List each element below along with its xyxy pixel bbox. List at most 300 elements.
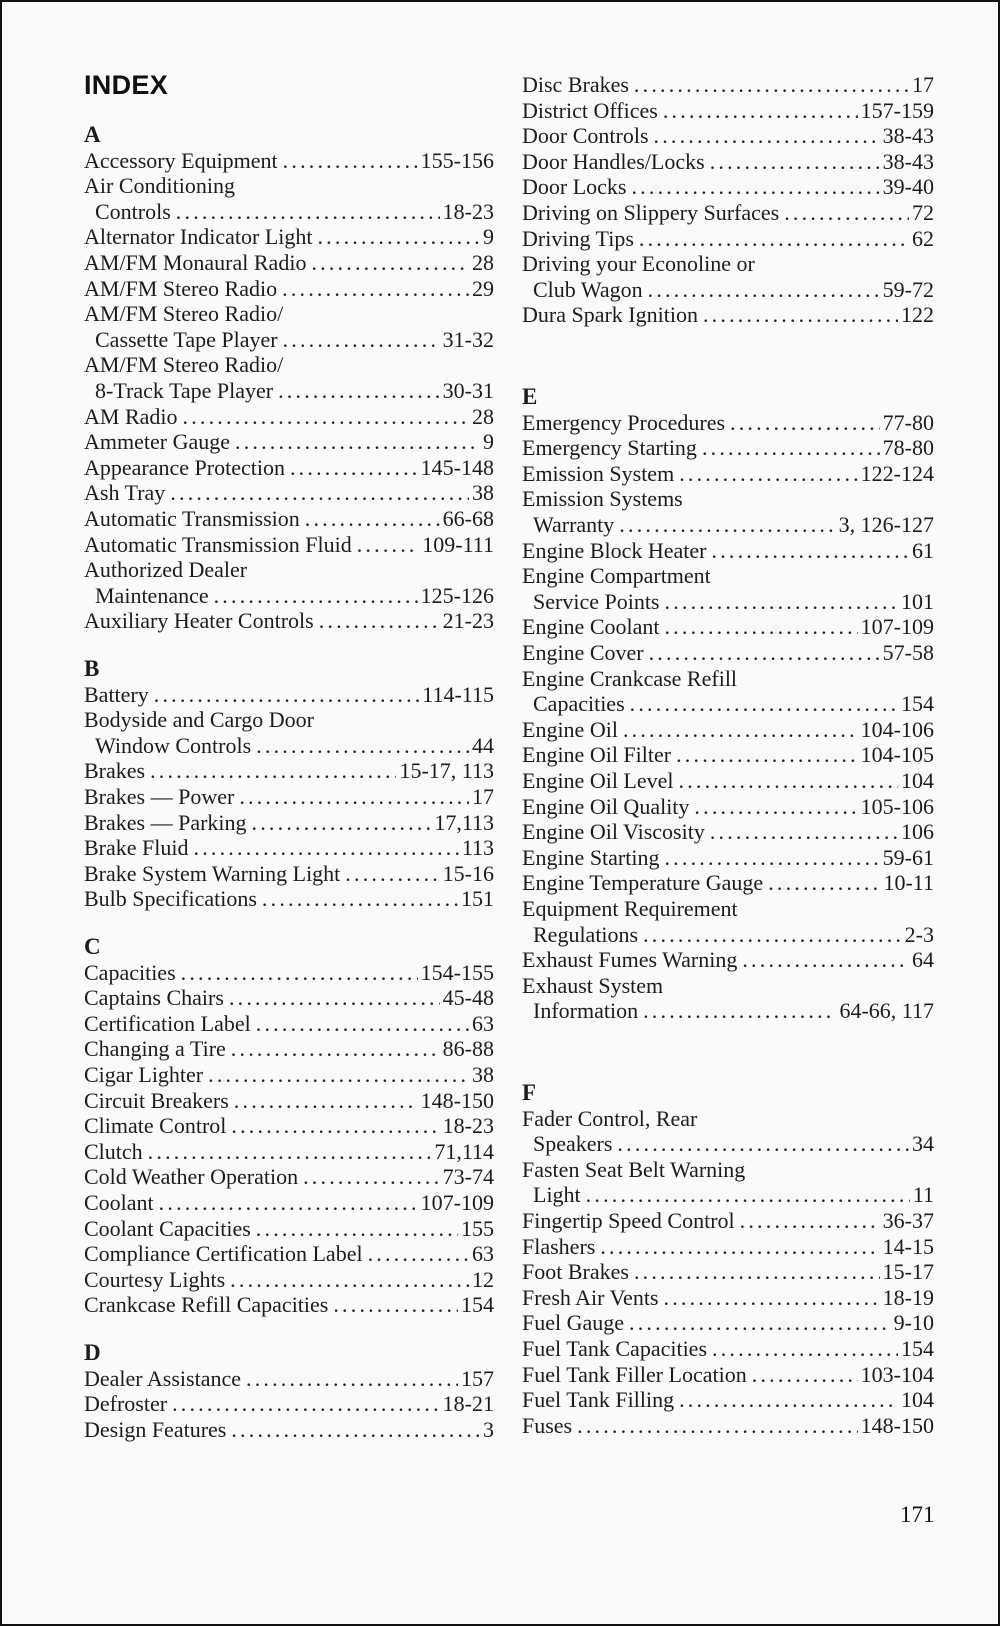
index-entry [522, 1259, 934, 1285]
entry-label: Window Controls [95, 732, 252, 758]
dot-leader [679, 1387, 898, 1413]
index-entry [522, 1387, 934, 1413]
dot-leader [208, 1062, 469, 1088]
entry-page-ref: 154 [901, 1336, 934, 1361]
entry-label: Engine Cover [522, 640, 644, 665]
index-entry [533, 1182, 934, 1208]
entry-label: Certification Label [84, 1010, 251, 1036]
index-entry [522, 870, 934, 896]
dot-leader [319, 608, 440, 634]
dot-leader [172, 1391, 440, 1417]
dot-leader [784, 200, 909, 226]
index-entry [522, 1285, 934, 1311]
index-entry [84, 455, 494, 481]
index-entry [522, 435, 934, 461]
index-entry [84, 960, 494, 986]
dot-leader [262, 886, 458, 912]
index-entry [84, 1391, 494, 1417]
index-entry [84, 250, 494, 276]
entry-label: Club Wagon [533, 276, 643, 302]
dot-leader [368, 1241, 469, 1267]
dot-leader [357, 532, 420, 558]
dot-leader [194, 835, 459, 861]
index-entry-heading: Equipment Requirement [522, 896, 738, 921]
entry-label: Engine Coolant [522, 614, 660, 640]
entry-page-ref: 15-17, 113 [399, 758, 494, 784]
entry-page-ref: 66-68 [442, 506, 494, 531]
index-entry [522, 226, 934, 252]
entry-label: Fingertip Speed Control [522, 1208, 735, 1233]
entry-page-ref: 114-115 [422, 681, 494, 707]
index-entry [522, 1208, 934, 1234]
entry-label: Regulations [533, 921, 639, 947]
entry-label: Engine Oil Filter [522, 742, 672, 768]
entry-page-ref: 39-40 [882, 174, 934, 200]
dot-leader [333, 1292, 458, 1318]
entry-page-ref: 77-80 [882, 409, 934, 435]
index-entry [84, 861, 494, 887]
entry-page-ref: 63 [472, 1241, 494, 1267]
dot-leader [231, 1113, 439, 1139]
index-entry-heading: Authorized Dealer [84, 557, 248, 583]
entry-page-ref: 151 [461, 886, 494, 912]
index-entry [84, 429, 494, 455]
entry-page-ref: 18-23 [442, 1113, 494, 1139]
index-entry [95, 199, 494, 225]
dot-leader [617, 1131, 909, 1157]
dot-leader [234, 1088, 418, 1114]
entry-label: AM/FM Stereo Radio [84, 275, 278, 301]
dot-leader [712, 1336, 898, 1362]
index-entry [533, 922, 934, 948]
dot-leader [256, 1216, 458, 1242]
index-entry [84, 1011, 494, 1037]
entry-page-ref: 109-111 [422, 531, 494, 557]
index-entry [84, 1267, 494, 1293]
index-entry [84, 1113, 494, 1139]
index-entry [84, 985, 494, 1011]
dot-leader [712, 538, 910, 564]
index-entry [522, 1310, 934, 1336]
index-entry [533, 589, 934, 615]
index-entry-heading: Air Conditioning [84, 173, 235, 199]
dot-leader [577, 1413, 858, 1439]
index-entry [522, 614, 934, 640]
dot-leader [740, 1208, 880, 1234]
entry-label: Accessory Equipment [84, 147, 278, 173]
section-letter: C [84, 934, 101, 959]
dot-leader [694, 794, 857, 820]
entry-page-ref: 107-109 [860, 614, 934, 640]
index-entry [84, 1036, 494, 1062]
dot-leader [256, 733, 469, 759]
entry-page-ref: 113 [461, 835, 494, 861]
dot-leader [181, 960, 418, 986]
entry-label: Defroster [84, 1391, 168, 1417]
index-entry-heading: Fasten Seat Belt Warning [522, 1156, 746, 1182]
index-entry [84, 1366, 494, 1392]
dot-leader [154, 682, 420, 708]
entry-page-ref: 63 [472, 1010, 494, 1036]
entry-page-ref: 9 [483, 224, 494, 250]
entry-label: Battery [84, 681, 149, 707]
entry-page-ref: 3 [483, 1416, 494, 1442]
dot-leader [702, 435, 880, 461]
dot-leader [150, 758, 396, 784]
entry-label: Changing a Tire [84, 1036, 226, 1062]
dot-leader [170, 480, 469, 506]
entry-page-ref: 18-23 [442, 198, 494, 224]
dot-leader [664, 614, 857, 640]
entry-label: Fuel Tank Capacities [522, 1336, 708, 1361]
entry-page-ref: 9 [483, 429, 494, 455]
entry-label: Engine Oil [522, 716, 618, 742]
dot-leader [305, 506, 440, 532]
entry-page-ref: 28 [472, 250, 494, 275]
index-entry [522, 845, 934, 871]
dot-leader [634, 72, 909, 98]
dot-leader [634, 1259, 880, 1285]
entry-label: Fresh Air Vents [522, 1284, 659, 1310]
page-title: INDEX [84, 70, 169, 100]
entry-page-ref: 18-21 [442, 1391, 494, 1417]
dot-leader [710, 819, 898, 845]
index-entry [84, 532, 494, 558]
index-entry-heading: Fader Control, Rear [522, 1105, 698, 1131]
index-entry [533, 277, 934, 303]
index-entry [533, 1131, 934, 1157]
dot-leader [148, 1139, 432, 1165]
dot-leader [311, 250, 469, 276]
index-entry [522, 640, 934, 666]
dot-leader [283, 327, 440, 353]
dot-leader [630, 691, 898, 717]
entry-page-ref: 103-104 [860, 1361, 934, 1387]
entry-label: Door Locks [522, 174, 627, 200]
entry-page-ref: 61 [912, 537, 934, 563]
entry-page-ref: 72 [912, 200, 934, 225]
entry-label: Information [533, 998, 639, 1024]
index-entry [84, 758, 494, 784]
entry-label: Ash Tray [84, 480, 166, 506]
index-entry [84, 810, 494, 836]
index-entry [84, 224, 494, 250]
dot-leader [643, 998, 836, 1024]
index-entry [522, 717, 934, 743]
entry-label: Courtesy Lights [84, 1266, 226, 1292]
dot-leader [600, 1234, 879, 1260]
dot-leader [676, 742, 858, 768]
entry-label: Controls [95, 198, 171, 224]
entry-page-ref: 18-19 [882, 1284, 934, 1310]
entry-page-ref: 34 [912, 1131, 934, 1157]
entry-label: Clutch [84, 1138, 143, 1164]
entry-label: Warranty [533, 512, 615, 537]
entry-label: Circuit Breakers [84, 1087, 229, 1113]
entry-label: Engine Oil Viscosity [522, 819, 705, 845]
entry-label: Emergency Procedures [522, 409, 726, 435]
entry-label: Service Points [533, 588, 660, 614]
index-entry-heading: AM/FM Stereo Radio/ [84, 352, 284, 378]
entry-page-ref: 36-37 [882, 1208, 934, 1233]
entry-page-ref: 101 [901, 588, 934, 614]
section-letter: A [84, 122, 101, 147]
dot-leader [176, 199, 440, 225]
dot-leader [283, 148, 418, 174]
index-entry [522, 819, 934, 845]
entry-page-ref: 10-11 [883, 870, 934, 896]
entry-page-ref: 145-148 [420, 454, 494, 480]
entry-label: Coolant [84, 1190, 154, 1215]
index-entry [84, 1164, 494, 1190]
entry-page-ref: 154-155 [420, 959, 494, 985]
section-letter: D [84, 1340, 101, 1365]
section-letter: B [84, 656, 100, 681]
index-entry [522, 1362, 934, 1388]
index-entry [84, 1088, 494, 1114]
index-entry-heading: Engine Compartment [522, 563, 711, 589]
dot-leader [703, 302, 898, 328]
index-entry [522, 947, 934, 973]
entry-label: Auxiliary Heater Controls [84, 608, 314, 634]
index-entry [95, 733, 494, 759]
dot-leader [710, 149, 880, 175]
index-entry [533, 691, 934, 717]
index-entry-heading: Engine Crankcase Refill [522, 665, 738, 691]
entry-page-ref: 104 [901, 768, 934, 793]
entry-page-ref: 59-72 [882, 276, 934, 302]
dot-leader [586, 1182, 910, 1208]
entry-page-ref: 64 [912, 947, 934, 973]
entry-label: Engine Oil Quality [522, 793, 690, 819]
dot-leader [183, 404, 470, 430]
dot-leader [619, 512, 835, 538]
entry-page-ref: 38-43 [882, 123, 934, 149]
dot-leader [239, 784, 469, 810]
entry-page-ref: 28 [472, 403, 494, 429]
entry-label: Bulb Specifications [84, 886, 257, 912]
entry-label: Cigar Lighter [84, 1062, 204, 1087]
dot-leader [246, 1366, 458, 1392]
dot-leader [629, 1310, 891, 1336]
index-entry [533, 512, 934, 538]
dot-leader [663, 98, 858, 124]
dot-leader [752, 1362, 858, 1388]
entry-page-ref: 59-61 [882, 844, 934, 870]
entry-label: Appearance Protection [84, 454, 285, 480]
entry-label: Capacities [533, 691, 625, 717]
index-entry [84, 276, 494, 302]
index-entry [84, 506, 494, 532]
index-entry [84, 682, 494, 708]
index-entry [522, 149, 934, 175]
entry-page-ref: 104-105 [860, 742, 934, 768]
section-letter: F [522, 1080, 537, 1105]
entry-label: Disc Brakes [522, 72, 629, 97]
entry-label: Engine Oil Level [522, 768, 674, 793]
entry-page-ref: 17 [472, 784, 494, 809]
entry-label: Maintenance [95, 582, 209, 608]
entry-page-ref: 21-23 [442, 608, 494, 634]
entry-label: Fuel Tank Filling [522, 1387, 675, 1413]
entry-page-ref: 15-16 [442, 860, 494, 886]
index-entry-heading: Bodyside and Cargo Door [84, 707, 314, 733]
dot-leader [345, 861, 439, 887]
entry-page-ref: 106 [901, 819, 934, 845]
entry-label: Brakes [84, 758, 146, 784]
dot-leader [317, 224, 480, 250]
index-entry [84, 886, 494, 912]
index-entry [522, 123, 934, 149]
entry-page-ref: 45-48 [442, 985, 494, 1011]
entry-label: Captains Chairs [84, 985, 224, 1011]
dot-leader [231, 1417, 480, 1443]
entry-label: Door Controls [522, 123, 649, 149]
entry-label: Brake Fluid [84, 835, 189, 861]
entry-label: Crankcase Refill Capacities [84, 1292, 329, 1318]
entry-page-ref: 12 [472, 1266, 494, 1292]
index-entry [533, 998, 934, 1024]
entry-label: AM/FM Monaural Radio [84, 250, 307, 275]
entry-page-ref: 107-109 [420, 1190, 494, 1215]
index-entry [522, 1234, 934, 1260]
dot-leader [282, 276, 469, 302]
index-entry [95, 583, 494, 609]
entry-label: Engine Temperature Gauge [522, 870, 764, 896]
index-entry [84, 1190, 494, 1216]
dot-leader [631, 174, 879, 200]
entry-label: Cassette Tape Player [95, 326, 278, 352]
entry-page-ref: 44 [472, 732, 494, 758]
index-entry-heading: Exhaust System [522, 972, 664, 998]
entry-label: Compliance Certification Label [84, 1241, 363, 1267]
dot-leader [159, 1190, 418, 1216]
entry-label: Dealer Assistance [84, 1365, 241, 1391]
entry-page-ref: 157 [461, 1365, 494, 1391]
dot-leader [229, 985, 440, 1011]
entry-label: Brake System Warning Light [84, 860, 341, 886]
entry-page-ref: 73-74 [442, 1164, 494, 1190]
index-entry [522, 794, 934, 820]
dot-leader [278, 378, 440, 404]
index-entry [522, 174, 934, 200]
entry-page-ref: 157-159 [860, 97, 934, 123]
dot-leader [665, 589, 899, 615]
entry-label: Emergency Starting [522, 435, 697, 461]
index-entry [84, 148, 494, 174]
entry-page-ref: 11 [912, 1182, 934, 1208]
entry-label: 8-Track Tape Player [95, 378, 274, 403]
entry-label: Fuses [522, 1412, 573, 1438]
entry-label: Driving on Slippery Surfaces [522, 200, 780, 225]
entry-page-ref: 122-124 [860, 460, 934, 486]
dot-leader [290, 455, 418, 481]
index-entry [522, 410, 934, 436]
entry-label: Automatic Transmission Fluid [84, 531, 352, 557]
page-number: 171 [900, 1502, 935, 1527]
entry-page-ref: 9-10 [893, 1310, 934, 1336]
dot-leader [623, 717, 858, 743]
entry-page-ref: 122 [901, 302, 934, 328]
dot-leader [649, 640, 880, 666]
dot-leader [742, 947, 909, 973]
index-entry [84, 1216, 494, 1242]
entry-label: Exhaust Fumes Warning [522, 947, 738, 973]
entry-label: Automatic Transmission [84, 506, 300, 531]
entry-label: Dura Spark Ignition [522, 302, 698, 328]
dot-leader [679, 461, 857, 487]
index-entry [95, 378, 494, 404]
index-entry [522, 768, 934, 794]
index-entry [522, 98, 934, 124]
entry-page-ref: 14-15 [882, 1233, 934, 1259]
entry-label: Light [533, 1182, 581, 1208]
index-entry [84, 835, 494, 861]
index-entry [84, 784, 494, 810]
entry-page-ref: 154 [461, 1292, 494, 1318]
entry-page-ref: 154 [901, 691, 934, 717]
entry-label: Fuel Gauge [522, 1310, 625, 1336]
entry-label: Design Features [84, 1416, 227, 1442]
index-entry-heading: AM/FM Stereo Radio/ [84, 301, 284, 327]
entry-label: Alternator Indicator Light [84, 224, 313, 250]
entry-page-ref: 2-3 [904, 921, 934, 947]
entry-label: Foot Brakes [522, 1259, 629, 1285]
entry-label: Emission System [522, 460, 675, 486]
dot-leader [664, 1285, 880, 1311]
dot-leader [303, 1164, 440, 1190]
entry-label: Ammeter Gauge [84, 429, 230, 455]
dot-leader [643, 922, 902, 948]
entry-page-ref: 15-17 [882, 1259, 934, 1285]
index-entry [522, 302, 934, 328]
entry-page-ref: 38 [472, 1062, 494, 1087]
dot-leader [679, 768, 898, 794]
dot-leader [231, 1036, 440, 1062]
dot-leader [235, 429, 480, 455]
entry-page-ref: 71,114 [434, 1138, 494, 1164]
entry-page-ref: 104-106 [860, 716, 934, 742]
dot-leader [256, 1011, 469, 1037]
entry-page-ref: 38 [472, 480, 494, 506]
dot-leader [648, 277, 880, 303]
index-entry [84, 1062, 494, 1088]
entry-label: Coolant Capacities [84, 1215, 251, 1241]
index-entry [522, 538, 934, 564]
entry-page-ref: 125-126 [420, 582, 494, 608]
index-entry [522, 1413, 934, 1439]
entry-label: Driving Tips [522, 225, 634, 251]
index-entry [522, 200, 934, 226]
dot-leader [230, 1267, 469, 1293]
entry-label: Climate Control [84, 1113, 227, 1139]
entry-page-ref: 38-43 [882, 148, 934, 174]
dot-leader [654, 123, 880, 149]
entry-page-ref: 104 [901, 1387, 934, 1413]
entry-label: District Offices [522, 97, 658, 123]
index-entry [522, 461, 934, 487]
index-entry [84, 1241, 494, 1267]
dot-leader [214, 583, 418, 609]
index-entry [84, 480, 494, 506]
entry-page-ref: 57-58 [882, 640, 934, 665]
index-entry [84, 608, 494, 634]
index-entry [84, 1139, 494, 1165]
index-entry-heading: Emission Systems [522, 486, 683, 512]
entry-page-ref: 78-80 [882, 435, 934, 461]
index-entry-heading: Driving your Econoline or [522, 251, 755, 277]
entry-label: Capacities [84, 959, 176, 985]
